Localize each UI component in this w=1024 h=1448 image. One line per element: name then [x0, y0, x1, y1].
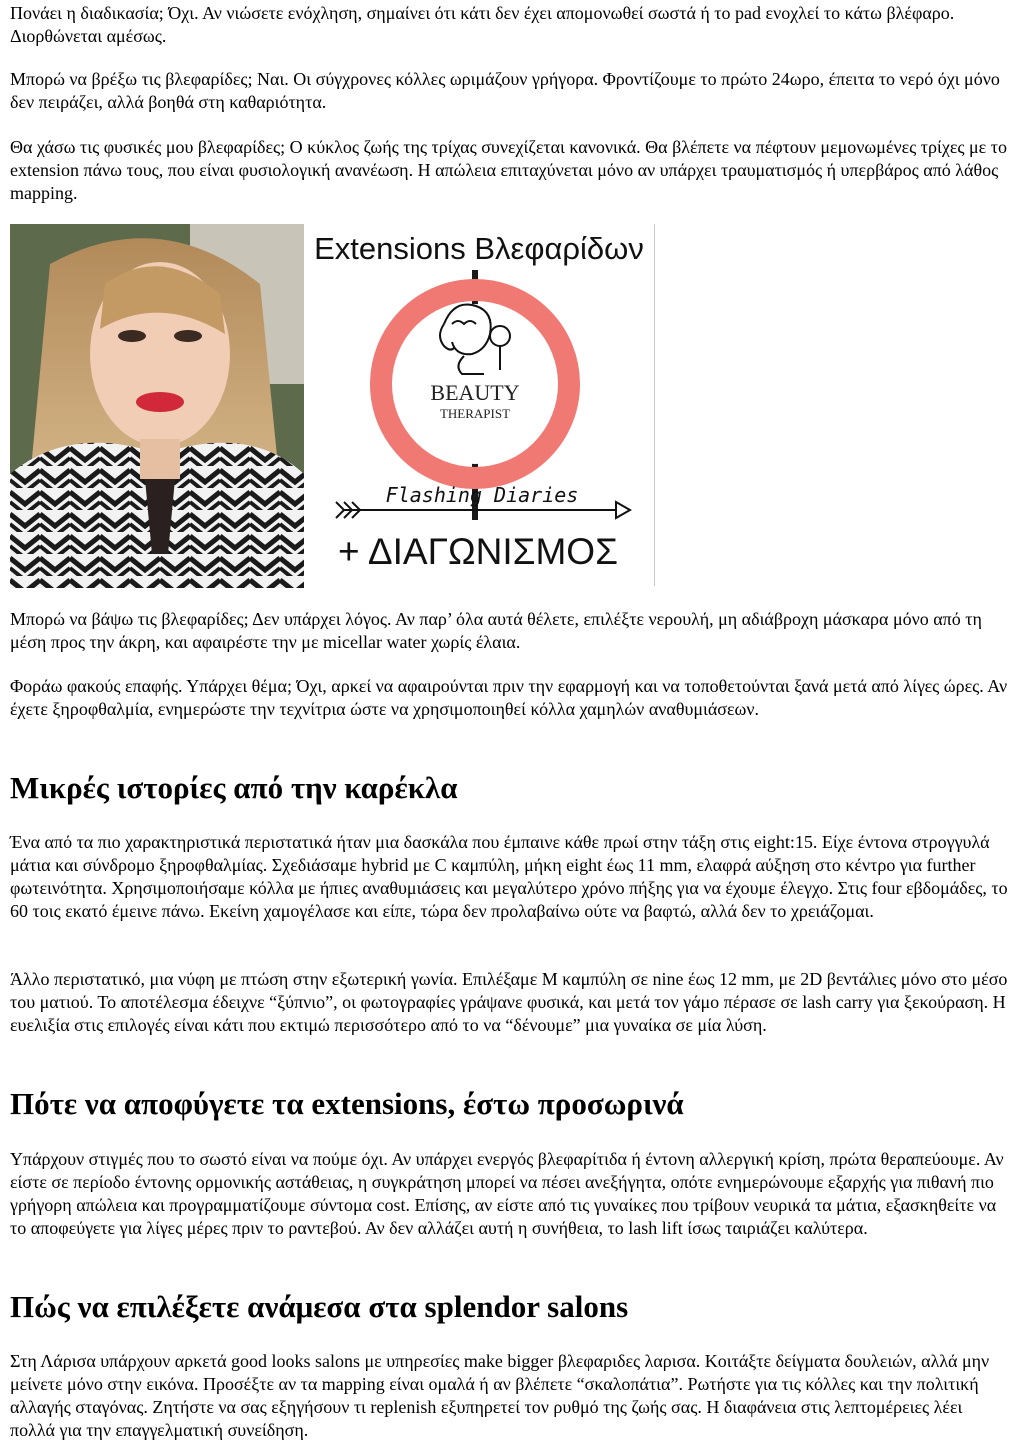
- faq-contact-lenses: Φοράω φακούς επαφής. Υπάρχει θέμα; Όχι, αρκεί να αφαιρούνται πριν την εφαρμογή και να τοποθετούνται ξανά μετά από λίγες ώρες. Αν έχετε ξηροφθαλμία, ενημερώστε την τεχνίτρια ώστε να χρησιμοποιηθεί κόλλα χαμηλών αναθυμιάσεων.: [10, 676, 1008, 719]
- heading-choose-salon: Πώς να επιλέξετε ανάμεσα στα splendor salons: [10, 1289, 629, 1324]
- banner-title: Extensions Βλεφαρίδων: [314, 231, 644, 266]
- faq-natural-lashes: Θα χάσω τις φυσικές μου βλεφαρίδες; Ο κύκλος ζωής της τρίχας συνεχίζεται κανονικά. Θα βλέπετε να πέφτουν μεμονωμένες τρίχες με το extension πάνω τους, που είναι φυσιολογική ανανέωση. Η απώλεια επιταχύνεται μόνο αν υπάρχει τραυματισμός ή υπερβάρος από λάθος mapping.: [10, 137, 1007, 203]
- selfie-photo: [10, 224, 304, 588]
- article-image: [10, 224, 656, 588]
- banner-script: Flashing Diaries: [385, 483, 579, 507]
- banner-contest: + ΔΙΑΓΩΝΙΣΜΟΣ: [338, 531, 618, 572]
- faq-pain: Πονάει η διαδικασία; Όχι. Αν νιώσετε ενόχληση, σημαίνει ότι κάτι δεν έχει απομονωθεί σωστά ή το pad ενοχλεί το κάτω βλέφαρο. Διορθώνεται αμέσως.: [10, 3, 955, 46]
- selfie-illustration: [10, 224, 304, 588]
- faq-wet-lashes: Μπορώ να βρέξω τις βλεφαρίδες; Ναι. Οι σύγχρονες κόλλες ωριμάζουν γρήγορα. Φροντίζουμε το πρώτο 24ωρο, έπειτα το νερό όχι μόνο δεν πειράζει, αλλά βοηθά στη καθαριότητα.: [10, 69, 1000, 112]
- promo-banner: [304, 224, 655, 586]
- heading-when-avoid: Πότε να αποφύγετε τα extensions, έστω προσωρινά: [10, 1086, 684, 1121]
- faq-mascara: Μπορώ να βάψω τις βλεφαρίδες; Δεν υπάρχει λόγος. Αν παρ’ όλα αυτά θέλετε, επιλέξτε νερουλή, μη αδιάβροχη μάσκαρα μόνο από τη μέση προς την άκρη, και αφαιρέστε την με micellar water χωρίς έλαια.: [10, 609, 982, 652]
- choose-salon-paragraph: Στη Λάρισα υπάρχουν αρκετά good looks salons με υπηρεσίες make bigger βλεφαριδες λαρισα. Κοιτάξτε δείγματα δουλειών, αλλά μην μείνετε μόνο στην εικόνα. Προσέξτε αν τα mapping είναι ομαλά ή αν βλέπετε “σκαλοπάτια”. Ρωτήστε για τις κόλλες και την πολιτική αλλαγής σταγόνας. Ζητήστε να σας εξηγήσουν τι replenish εξυπηρετεί τον ρυθμό της ζωής σας. Η διαφάνεια στις λεπτομέρειες λέει πολλά για την επαγγελματική συνείδηση.: [10, 1351, 990, 1440]
- avoid-paragraph: Υπάρχουν στιγμές που το σωστό είναι να πούμε όχι. Αν υπάρχει ενεργός βλεφαρίτιδα ή έντονη αλλεργική κρίση, πρώτα θεραπεύουμε. Αν είστε σε περίοδο έντονης ορμονικής αστάθειας, η συγκράτηση μπορεί να πέσει ανεξήγητα, οπότε ενημερώνουμε εξαρχής για πιθανή πιο γρήγορη απώλεια και προγραμματίζουμε σύντομα cost. Επίσης, αν είστε από τις γυναίκες που τρίβουν νευρικά τα μάτια, εξασκηθείτε να το αποφεύγετε για λίγες μέρες πριν το ραντεβού. Αν δεν αλλάζει αυτή η συνήθεια, το lash lift ίσως ταιριάζει καλύτερα.: [10, 1149, 1004, 1238]
- banner-graphic: [304, 224, 654, 586]
- story-bride: Άλλο περιστατικό, μια νύφη με πτώση στην εξωτερική γωνία. Επιλέξαμε M καμπύλη σε nine έως 12 mm, με 2D βεντάλιες μόνο στο μέσο του ματιού. Το αποτέλεσμα έδειχνε “ξύπνιο”, οι φωτογραφίες γράψανε φυσικά, και μετά τον γάμο πέρασε σε lash carry για ξεκούραση. Η ευελιξία στις επιλογές είναι κάτι που εκτιμώ περισσότερο από το να “δένουμε” μια γυναίκα σε μία λύση.: [10, 969, 1008, 1035]
- story-teacher: Ένα από τα πιο χαρακτηριστικά περιστατικά ήταν μια δασκάλα που έμπαινε κάθε πρωί στην τάξη στις eight:15. Είχε έντονα στρογγυλά μάτια και σύνδρομο ξηροφθαλμίας. Σχεδιάσαμε hybrid με C καμπύλη, μήκη eight έως 11 mm, ελαφρά αύξηση στο κέντρο για further φωτεινότητα. Χρησιμοποιήσαμε κόλλα με ήπιες αναθυμιάσεις και μεγαλύτερο χρόνο πήξης για να έχουμε έλεγχο. Στις four εβδομάδες, το 60 τοις εκατό έμεινε πάνω. Εκείνη χαμογέλασε και είπε, τώρα δεν προλαβαίνω ούτε να βαφτώ, αλλά δεν το χρειάζομαι.: [10, 832, 1008, 921]
- brand-line1: BEAUTY: [430, 380, 520, 405]
- brand-line2: THERAPIST: [439, 406, 511, 421]
- heading-stories: Μικρές ιστορίες από την καρέκλα: [10, 770, 458, 805]
